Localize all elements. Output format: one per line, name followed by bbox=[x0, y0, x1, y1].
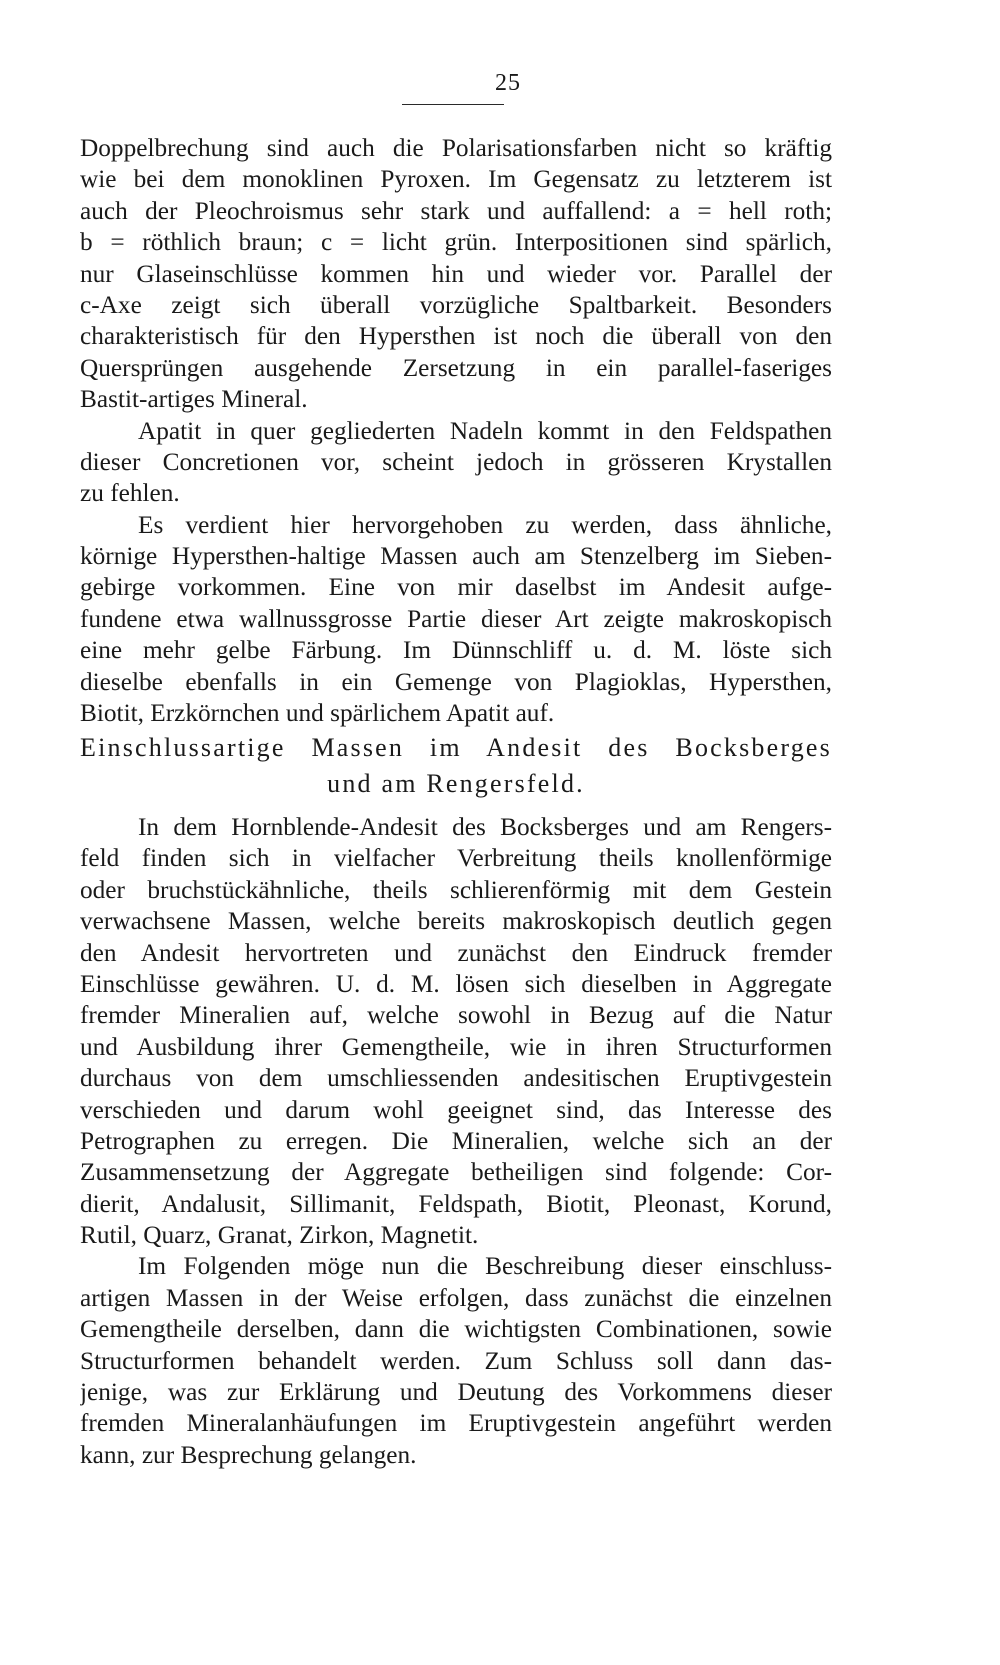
text-line: durchaus von dem umschliessenden andesitischen Eruptivgestein bbox=[80, 1064, 832, 1093]
text-line: Es verdient hier hervorgehoben zu werden, dass ähnliche, bbox=[138, 510, 832, 539]
text-line: körnige Hypersthen-haltige Massen auch am Stenzelberg im Sieben- bbox=[80, 542, 832, 571]
text-line: verschieden und darum wohl geeignet sind, das Interesse des bbox=[80, 1095, 832, 1124]
text-line: kann, zur Besprechung gelangen. bbox=[80, 1440, 417, 1469]
text-line: Quersprüngen ausgehende Zersetzung in ein parallel-faseriges bbox=[80, 353, 832, 382]
paragraph-block-einschluesse bbox=[80, 812, 832, 1471]
text-line: Petrographen zu erregen. Die Mineralien, welche sich an der bbox=[80, 1126, 832, 1155]
text-line: Structurformen behandelt werden. Zum Schluss soll dann das- bbox=[80, 1346, 832, 1375]
text-line: Rutil, Quarz, Granat, Zirkon, Magnetit. bbox=[80, 1221, 479, 1250]
text-line: Zusammensetzung der Aggregate betheiligen sind folgende: Cor- bbox=[80, 1158, 832, 1187]
text-line: Biotit, Erzkörnchen und spärlichem Apatit auf. bbox=[80, 699, 555, 728]
text-line: gebirge vorkommen. Eine von mir daselbst im Andesit aufge- bbox=[80, 573, 832, 602]
text-line: verwachsene Massen, welche bereits makroskopisch deutlich gegen bbox=[80, 907, 832, 936]
paragraph-block-hypersthen bbox=[80, 133, 832, 729]
text-line: jenige, was zur Erklärung und Deutung des Vorkommens dieser bbox=[80, 1378, 832, 1407]
text-line: fremden Mineralanhäufungen im Eruptivgestein angeführt werden bbox=[80, 1409, 832, 1438]
text-line: artigen Massen in der Weise erfolgen, dass zunächst die einzelnen bbox=[80, 1283, 832, 1312]
text-line: den Andesit hervortreten und zunächst den Eindruck fremder bbox=[80, 938, 832, 967]
text-line: Apatit in quer gegliederten Nadeln kommt in den Feldspathen bbox=[138, 416, 832, 445]
text-line: dierit, Andalusit, Sillimanit, Feldspath, Biotit, Pleonast, Korund, bbox=[80, 1189, 832, 1218]
text-line: Bastit-artiges Mineral. bbox=[80, 385, 308, 414]
text-line: auch der Pleochroismus sehr stark und auffallend: a = hell roth; bbox=[80, 196, 832, 225]
section-heading bbox=[80, 730, 832, 802]
text-line: In dem Hornblende-Andesit des Bocksberges und am Rengers- bbox=[138, 813, 832, 841]
section-heading-line: und am Rengersfeld. bbox=[327, 769, 585, 798]
text-line: Doppelbrechung sind auch die Polarisationsfarben nicht so kräftig bbox=[80, 134, 832, 162]
text-line: fremder Mineralien auf, welche sowohl in Bezug auf die Natur bbox=[80, 1001, 832, 1030]
text-line: c-Axe zeigt sich überall vorzügliche Spaltbarkeit. Besonders bbox=[80, 290, 832, 319]
text-line: oder bruchstückähnliche, theils schlierenförmig mit dem Gestein bbox=[80, 875, 832, 904]
text-line: zu fehlen. bbox=[80, 479, 180, 508]
text-line: dieser Concretionen vor, scheint jedoch in grösseren Krystallen bbox=[80, 447, 832, 476]
text-line: eine mehr gelbe Färbung. Im Dünnschliff u. d. M. löste sich bbox=[80, 636, 832, 665]
text-line: feld finden sich in vielfacher Verbreitung theils knollenförmige bbox=[80, 844, 832, 873]
text-line: nur Glaseinschlüsse kommen hin und wieder vor. Parallel der bbox=[80, 259, 832, 288]
page-number: 25 bbox=[495, 70, 521, 96]
text-line: b = röthlich braun; c = licht grün. Interpositionen sind spärlich, bbox=[80, 228, 832, 257]
text-line: wie bei dem monoklinen Pyroxen. Im Gegensatz zu letzterem ist bbox=[80, 165, 832, 194]
text-line: Gemengtheile derselben, dann die wichtigsten Combinationen, sowie bbox=[80, 1315, 832, 1344]
text-line: Einschlüsse gewähren. U. d. M. lösen sich dieselben in Aggregate bbox=[80, 969, 832, 998]
text-line: fundene etwa wallnussgrosse Partie dieser Art zeigte makroskopisch bbox=[80, 604, 832, 633]
text-line: und Ausbildung ihrer Gemengtheile, wie in ihren Structurformen bbox=[80, 1032, 832, 1061]
text-line: Im Folgenden möge nun die Beschreibung dieser einschluss- bbox=[138, 1252, 832, 1281]
header-rule bbox=[402, 104, 504, 105]
section-heading-line: Einschlussartige Massen im Andesit des Bocksberges bbox=[80, 733, 832, 762]
text-line: dieselbe ebenfalls in ein Gemenge von Plagioklas, Hypersthen, bbox=[80, 667, 832, 696]
text-line: charakteristisch für den Hypersthen ist noch die überall von den bbox=[80, 322, 832, 351]
